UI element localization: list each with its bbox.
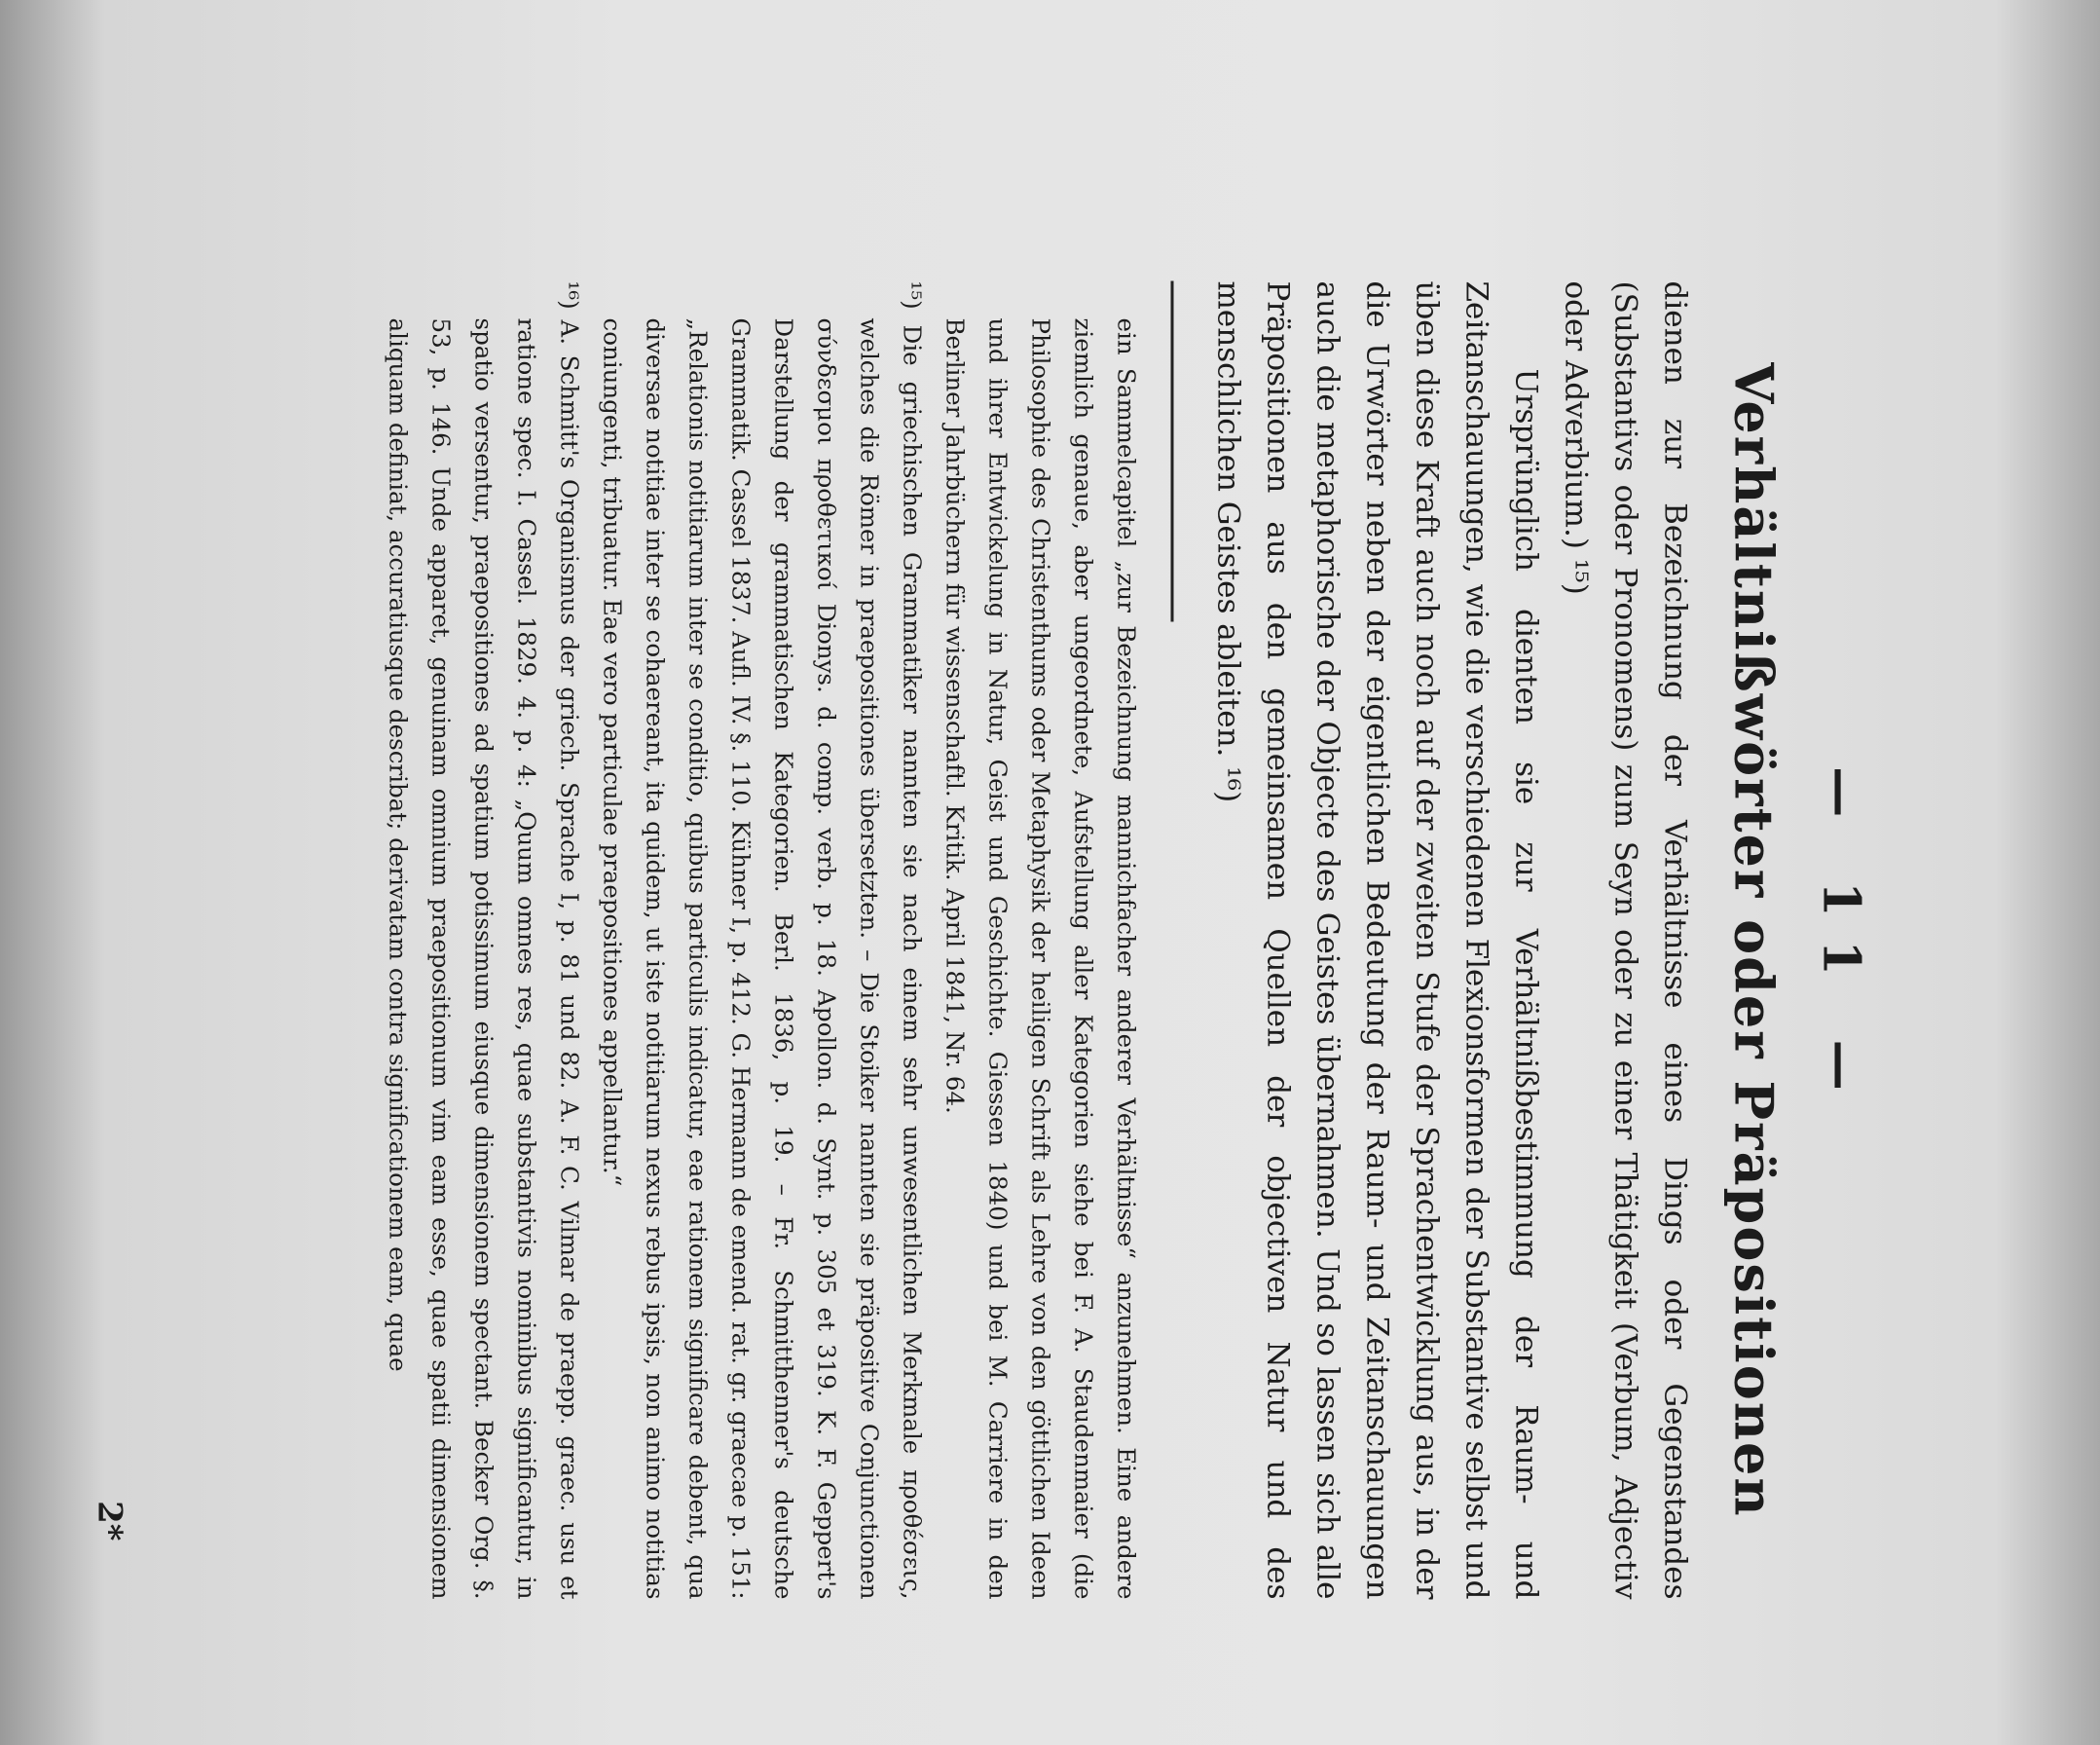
footnote-15: ¹⁵) Die griechischen Grammatiker nannten sie nach einem sehr unwesentlichen Merkmale προθέσεις, welches die Römer in praepositiones übersetzten. – Die Stoiker nannten sie präpositive Conjunctionen σύνδεσμοι προθετικοί Dionys. d. comp. verb. p. 18. Apollon. d. Synt. p. 305 et 319. K. F. Geppert's Darstellung der grammatischen Kategorien. Berl. 1836, p. 19. – Fr. Schmitthenner's deutsche Grammatik. Cassel 1837. Aufl. IV. §. 110. Kühner I, p. 412. G. Hermann de emend. rat. gr. graecae p. 151: „Relationis notitiarum inter se conditio, quibus particulis indicatur, eae rationem significare debent, qua diversae notitiae inter se cohaereant, ita quidem, ut iste notitiarum nexus rebus ipsis, non animo notitias coniungenti, tribuatur. Eae vero particulae praepositiones appellantur.“ xyxy=(598,280,926,1599)
signature-mark: 2* xyxy=(90,1500,129,1541)
section-title: Verhältnißwörter oder Präpositionen xyxy=(1722,361,1785,1518)
paragraph-2: Ursprünglich dienten sie zur Verhältnißbestimmung der Raum- und Zeitanschauungen, wie die verschiedenen Flexionsformen der Substantive selbst und üben diese Kraft auch noch auf der zweiten Stufe der Sprachentwicklung aus, in der die Urwörter neben der eigentlichen Bedeutung der Raum- und Zeitanschauungen auch die metaphorische der Objecte des Geistes übernahmen. Und so lassen sich alle Präpositionen aus den gemeinsamen Quellen der objectiven Natur und des menschlichen Geistes ableiten. ¹⁶) xyxy=(1210,280,1543,1599)
main-text xyxy=(1202,280,1699,1599)
footnotes xyxy=(376,280,1147,1599)
footnote-continuation: ein Sammelcapitel „zur Bezeichnung mannichfacher anderer Verhältnisse“ anzunehmen. Eine andere ziemlich genaue, aber ungeordnete, Aufstellung aller Kategorien siehe bei F. A. Staudenmaier (die Philosophie des Christenthums oder Metaphysik der heiligen Schrift als Lehre von den göttlichen Ideen und ihrer Entwickelung in Natur, Geist und Geschichte. Giessen 1840) und bei M. Carriere in den Berliner Jahrbüchern für wissenschaftl. Kritik. April 1841, Nr. 64. xyxy=(940,317,1140,1599)
footnote-16: ¹⁶) A. Schmitt's Organismus der griech. Sprache I, p. 81 und 82. A. F. C. Vilmar de praepp. graec. usu et ratione spec. I. Cassel. 1829. 4. p. 4: „Quum omnes res, quae substantivis nominibus significantur, in spatio versentur, praepositiones ad spatium potissimum eiusque dimensionem spectant. Becker Org. §. 53, p. 146. Unde apparet, genuinam omnium praepositionum vim eam esse, quae spatii dimensionem aliquam definiat, accuratiusque describat; derivatam contra significationem eam, quae xyxy=(384,280,583,1599)
footnote-divider xyxy=(1170,280,1173,621)
page-number: — 11 — xyxy=(1811,765,1870,1114)
paragraph-1: dienen zur Bezeichnung der Verhältnisse eines Dings oder Gegenstandes (Substantivs oder Pronomens) zum Seyn oder zu einer Thätigkeit (Verbum, Adjectiv oder Adverbium.) ¹⁵) xyxy=(1558,280,1692,1599)
